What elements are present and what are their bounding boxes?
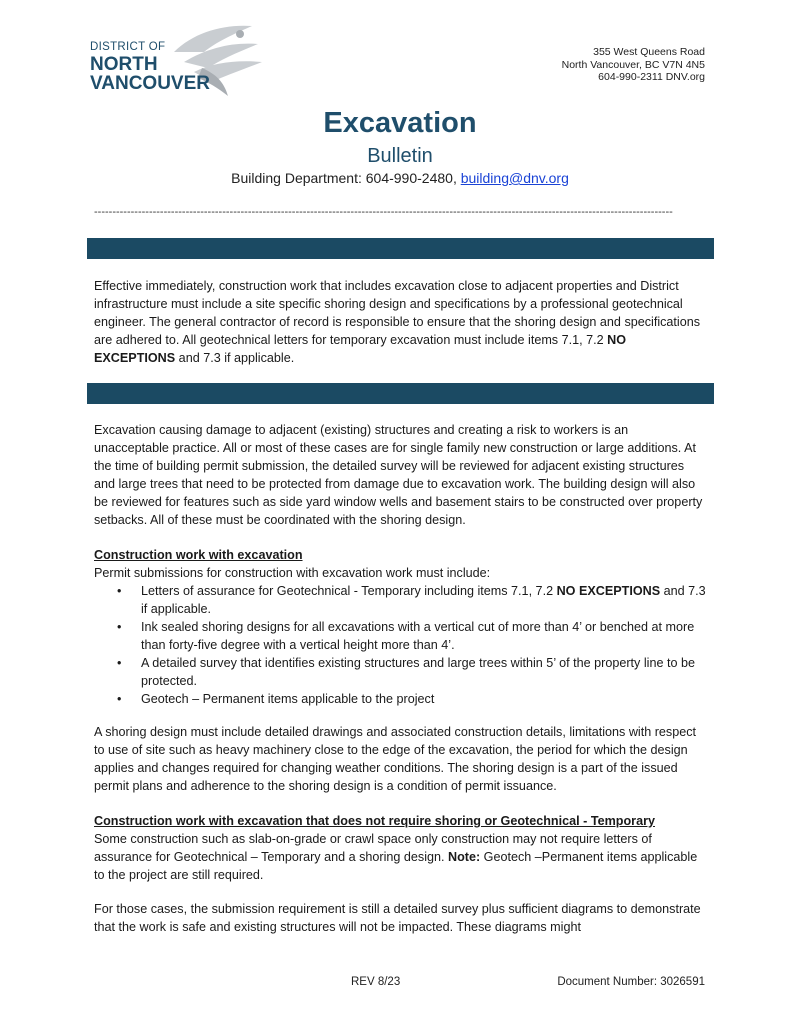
- no-shoring-text: Some construction such as slab-on-grade or crawl space only construction may not require letters of assurance for Geotechnical – Temporary and a shoring design.: [94, 832, 652, 864]
- requirements-list: [94, 582, 706, 708]
- list-item: [94, 582, 706, 618]
- logo-line-3: VANCOUVER: [90, 72, 210, 94]
- address-phone-web: 604-990-2311 DNV.org: [598, 71, 705, 83]
- contact-email-link[interactable]: building@dnv.org: [460, 170, 569, 186]
- list-item: [94, 654, 706, 690]
- list-item-text: Letters of assurance for Geotechnical - Temporary including items 7.1, 7.2: [141, 584, 557, 598]
- permit-lead: Permit submissions for construction with excavation work must include:: [94, 566, 491, 580]
- list-item-text-end: and 7.3 if applicable.: [141, 584, 706, 616]
- list-item: [94, 618, 706, 654]
- list-item-text: Geotech – Permanent items applicable to the project: [141, 692, 435, 706]
- logo-wordmark: [90, 42, 210, 93]
- heading-construction-excavation: Construction work with excavation: [94, 548, 303, 562]
- contact-prefix: Building Department: 604-990-2480,: [231, 170, 461, 186]
- intro-text-end: and 7.3 if applicable.: [175, 351, 295, 365]
- no-shoring-text-end: Geotech –Permanent items applicable to the project are still required.: [94, 850, 698, 882]
- address-block: [562, 46, 705, 84]
- bullet-icon: •: [117, 692, 122, 706]
- logo-line-2: NORTH: [90, 53, 158, 75]
- heading-no-shoring: Construction work with excavation that does not require shoring or Geotechnical - Temporary: [94, 814, 655, 828]
- intro-paragraph: [94, 277, 706, 367]
- logo-line-1: DISTRICT OF: [90, 41, 166, 53]
- footer-document-number: Document Number: 3026591: [557, 976, 705, 988]
- intro-text: Effective immediately, construction work that includes excavation close to adjacent properties and District infrastructure must include a site specific shoring design and specifications by a professional geotechnical engineer. The general contractor of record is responsible to ensure that the shoring design and specifications are adhered to. All geotechnical letters for temporary excavation must include items 7.1, 7.2: [94, 279, 701, 347]
- no-shoring-paragraph: [94, 830, 706, 884]
- list-item-text: A detailed survey that identifies existing structures and large trees within 5’ of the property line to be protected.: [141, 656, 695, 688]
- cases-paragraph: For those cases, the submission requirement is still a detailed survey plus sufficient diagrams to demonstrate that the work is safe and existing structures will not be impacted. These diagrams might: [94, 902, 701, 934]
- shoring-design-paragraph: A shoring design must include detailed drawings and associated construction details, limitations with respect to use of site such as heavy machinery close to the edge of the excavation, the period for which the design applies and changes required for changing weather conditions. The shoring design is a part of the issued permit plans and adherence to the shoring design is a condition of permit issuance.: [94, 725, 697, 793]
- damage-paragraph: Excavation causing damage to adjacent (existing) structures and creating a risk to workers is an unacceptable practice. All or most of these cases are for single family new construction or large additions. At the time of building permit submission, the detailed survey will be reviewed for adjacent existing structures and large trees that need to be protected from damage due to excavation work. The building design will also be reviewed for features such as side yard window wells and basement stairs to be constructed over property setbacks. All of these must be coordinated with the shoring design.: [94, 423, 703, 527]
- address-street: 355 West Queens Road: [593, 46, 705, 58]
- contact-line: [0, 170, 800, 186]
- page-title: Excavation: [323, 107, 477, 139]
- list-item: [94, 690, 706, 708]
- dnv-logo: [88, 22, 263, 98]
- list-item-text: Ink sealed shoring designs for all excavations with a vertical cut of more than 4’ or benched at more than forty-five degree with a vertical height more than 4’.: [141, 620, 695, 652]
- page-subtitle: Bulletin: [367, 145, 433, 167]
- bullet-icon: •: [117, 620, 122, 634]
- bullet-icon: •: [117, 584, 122, 598]
- section-bar-2: [87, 383, 714, 404]
- separator-line: --------------------------------------------------------------------------------------------------------------------------------------------------------------: [94, 206, 673, 218]
- intro-emphasis: NO EXCEPTIONS: [94, 333, 627, 365]
- bullet-icon: •: [117, 656, 122, 670]
- footer-revision: REV 8/23: [351, 976, 401, 988]
- note-label: Note:: [448, 850, 481, 864]
- section-bar-1: [87, 238, 714, 259]
- address-city: North Vancouver, BC V7N 4N5: [561, 58, 705, 71]
- list-item-emphasis: NO EXCEPTIONS: [556, 584, 661, 598]
